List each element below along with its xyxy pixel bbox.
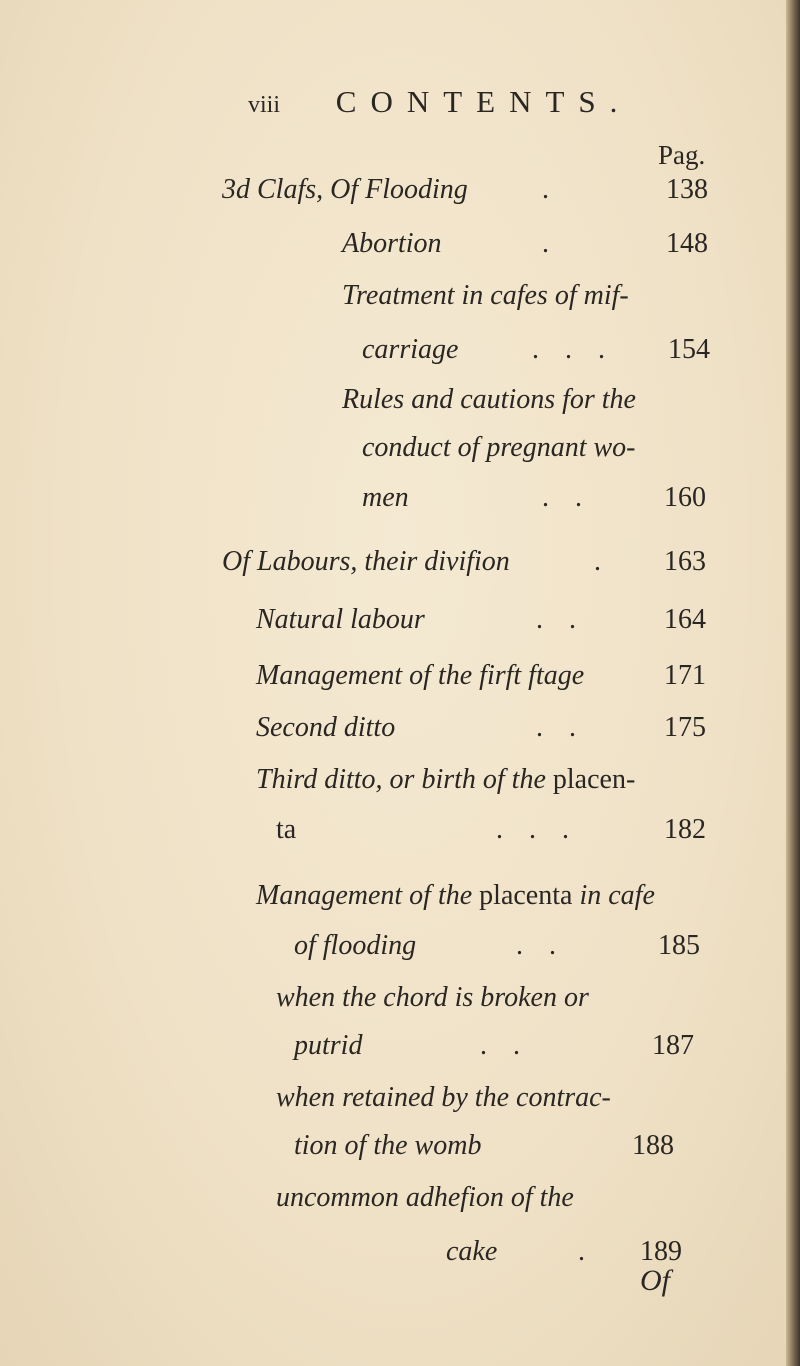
page-number: viii: [248, 92, 281, 118]
leader-dots: ..: [516, 930, 582, 961]
toc-entry: tion of the womb: [294, 1130, 482, 1161]
leader-dots: ..: [536, 712, 602, 743]
leader-dots: ..: [542, 482, 608, 513]
page-edge: [786, 0, 800, 1366]
entry-page: 187: [652, 1030, 694, 1061]
running-header: [248, 84, 631, 120]
entry-page: 175: [664, 712, 706, 743]
entry-page: 164: [664, 604, 706, 635]
leader-dots: .: [578, 1236, 611, 1267]
toc-entry: when the chord is broken or: [276, 982, 589, 1013]
leader-dots: .: [594, 546, 627, 577]
entry-page: 188: [632, 1130, 674, 1161]
toc-entry: of flooding: [294, 930, 417, 961]
leader-dots: ..: [480, 1030, 546, 1061]
entry-page: 185: [658, 930, 700, 961]
toc-entry: when retained by the contrac-: [276, 1082, 611, 1113]
toc-entry: [256, 880, 655, 912]
catchword: Of: [640, 1264, 670, 1297]
entry-page: 148: [666, 228, 708, 259]
toc-entry: uncommon adhefion of the: [276, 1182, 574, 1213]
entry-page: 171: [664, 660, 706, 691]
entry-page: 182: [664, 814, 706, 845]
entry-text-roman: placen-: [552, 764, 636, 795]
leader-dots: .: [542, 174, 575, 205]
toc-entry: Abortion: [342, 228, 442, 259]
entry-page: 154: [668, 334, 710, 365]
toc-entry: cake: [446, 1236, 498, 1267]
toc-entry: men: [362, 482, 409, 513]
entry-text-italic: Management of the: [256, 880, 473, 911]
entry-text: Of Flooding: [330, 174, 468, 205]
entry-page: 160: [664, 482, 706, 513]
toc-entry: Second ditto: [256, 712, 396, 743]
toc-entry: [222, 174, 468, 206]
page-title: CONTENTS.: [335, 84, 632, 119]
toc-entry: Management of the firft ftage: [256, 660, 585, 691]
toc-entry: Natural labour: [256, 604, 425, 635]
toc-entry: putrid: [294, 1030, 363, 1061]
leader-dots: ..: [536, 604, 602, 635]
entry-page: 138: [666, 174, 708, 205]
toc-entry: ta: [276, 814, 297, 845]
pag-column-label: Pag.: [658, 140, 706, 170]
toc-entry: conduct of pregnant wo-: [362, 432, 636, 463]
entry-prefix: 3d Clafs,: [222, 174, 324, 205]
toc-entry: Rules and cautions for the: [342, 384, 636, 415]
toc-entry: Treatment in cafes of mif-: [342, 280, 629, 311]
toc-entry: carriage: [362, 334, 459, 365]
toc-entry: [256, 764, 635, 796]
leader-dots: .: [542, 228, 575, 259]
leader-dots: ...: [532, 334, 631, 365]
entry-page: 189: [640, 1236, 682, 1267]
entry-text-roman: placenta: [479, 880, 573, 911]
entry-page: 163: [664, 546, 706, 577]
entry-text-italic: Third ditto, or birth of the: [256, 764, 546, 795]
entry-text-italic: in cafe: [579, 880, 655, 911]
leader-dots: ...: [496, 814, 595, 845]
toc-entry: Of Labours, their divifion: [222, 546, 510, 577]
